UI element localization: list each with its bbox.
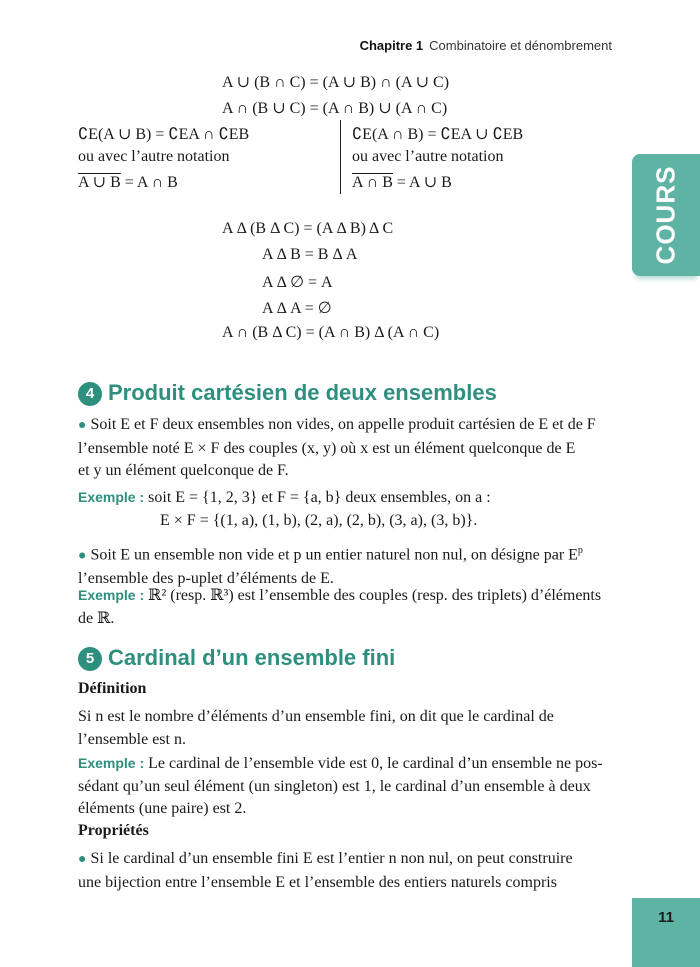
s5-prop-line1: Si le cardinal d’un ensemble fini E est l’entier n non nul, on peut construire (90, 850, 573, 867)
s5-ex-line1: Le cardinal de l’ensemble vide est 0, le cardinal d’un ensemble ne pos- (148, 755, 603, 772)
properties-heading: Propriétés (78, 822, 149, 839)
s4-p2-superscript: p (577, 545, 583, 556)
side-tab-label: COURS (650, 165, 681, 265)
formula-delta-distributive: A ∩ (B Δ C) = (A ∩ B) Δ (A ∩ C) (222, 324, 440, 341)
formula-distributive-1: A ∪ (B ∩ C) = (A ∪ B) ∩ (A ∪ C) (222, 74, 450, 91)
definition-paragraph (78, 706, 610, 751)
s4-p1-line2: l’ensemble noté E × F des couples (x, y) où x est un élément quelconque de E (78, 439, 576, 457)
s5-ex-line2: sédant qu’un seul élément (un singleton) est 1, le cardinal d’un ensemble à deux (78, 777, 591, 795)
section-5-title (78, 645, 395, 671)
example-label: Exemple : (78, 755, 145, 771)
example-label: Exemple : (78, 587, 145, 603)
cartesian-product-formula: E × F = {(1, a), (1, b), (2, a), (2, b), (3, a), (3, b)}. (160, 512, 478, 529)
running-header (360, 38, 612, 53)
complement-left-line1: ∁E(A ∪ B) = ∁EA ∩ ∁EB (78, 126, 250, 143)
chapter-title: Combinatoire et dénombrement (429, 38, 612, 53)
s5-ex-line3: éléments (une paire) est 2. (78, 800, 247, 817)
formula-delta-self: A Δ A = ∅ (262, 300, 332, 317)
complement-divider (340, 120, 341, 194)
complement-right-lhs: A ∩ B (352, 174, 393, 191)
bullet-icon: ● (78, 548, 87, 564)
s4-p1-line3: et y un élément quelconque de F. (78, 462, 289, 479)
properties-paragraph (78, 848, 610, 894)
s5-prop-line2: une bijection entre l’ensemble E et l’ensemble des entiers naturels compris (78, 873, 557, 891)
complement-right-line1: ∁E(A ∩ B) = ∁EA ∪ ∁EB (352, 126, 524, 143)
page-number: 11 (632, 898, 700, 967)
s5-def-line1: Si n est le nombre d’éléments d’un ensemble fini, on dit que le cardinal de (78, 708, 554, 725)
section-4-number: 4 (78, 382, 102, 406)
definition-heading: Définition (78, 680, 147, 697)
example-label: Exemple : (78, 489, 145, 505)
complement-right-rhs: = A ∪ B (396, 174, 452, 191)
s4-ex2-line1: ℝ² (resp. ℝ³) est l’ensemble des couples (resp. des triplets) d’éléments (148, 587, 602, 604)
complement-right-line2: ou avec l’autre notation (352, 148, 504, 165)
section-4-title (78, 380, 497, 406)
complement-left-line2: ou avec l’autre notation (78, 148, 230, 165)
complement-left-line3 (78, 172, 178, 192)
s4-p1-line1: Soit E et F deux ensembles non vides, on appelle produit cartésien de E et de F (90, 416, 596, 433)
formula-delta-associative: A Δ (B Δ C) = (A Δ B) Δ C (222, 220, 394, 237)
bullet-icon: ● (78, 852, 87, 867)
complement-left-rhs: = A ∩ B (124, 174, 178, 191)
section-4-example-1 (78, 486, 610, 510)
bullet-icon: ● (78, 418, 87, 433)
formula-delta-empty: A Δ ∅ = A (262, 274, 333, 291)
s4-ex2-line2: de ℝ. (78, 609, 115, 627)
s4-p2-line2: l’ensemble des p-uplet d’éléments de E. (78, 569, 334, 587)
section-4-example-2 (78, 584, 610, 630)
section-4-paragraph-1 (78, 414, 610, 483)
section-5-example (78, 752, 610, 821)
s4-ex1-text: soit E = {1, 2, 3} et F = {a, b} deux ensembles, on a : (148, 489, 491, 506)
section-5-number: 5 (78, 647, 102, 671)
section-5-heading: Cardinal d’un ensemble fini (108, 645, 396, 670)
s5-def-line2: l’ensemble est n. (78, 730, 186, 748)
section-4-heading: Produit cartésien de deux ensembles (108, 380, 497, 405)
complement-left-lhs: A ∪ B (78, 174, 121, 191)
s4-p2-line1: Soit E un ensemble non vide et p un entier naturel non nul, on désigne par E (90, 546, 578, 564)
formula-delta-commutative: A Δ B = B Δ A (262, 246, 358, 263)
chapter-label: Chapitre 1 (359, 38, 424, 53)
cours-side-tab (632, 154, 700, 276)
complement-right-line3 (352, 172, 452, 192)
formula-distributive-2: A ∩ (B ∪ C) = (A ∩ B) ∪ (A ∩ C) (222, 100, 448, 117)
section-4-paragraph-2 (78, 540, 610, 590)
